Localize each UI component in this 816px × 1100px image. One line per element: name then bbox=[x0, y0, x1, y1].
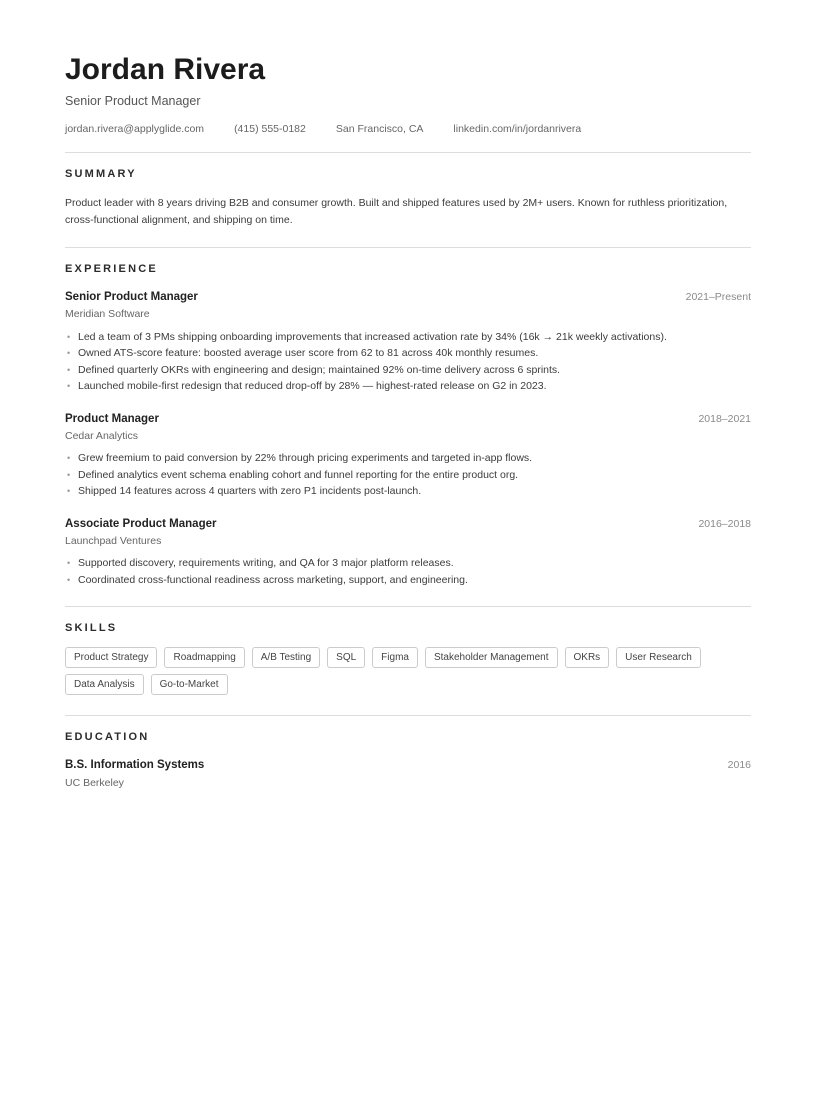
job-company: Launchpad Ventures bbox=[65, 534, 162, 547]
job-company: Cedar Analytics bbox=[65, 429, 138, 442]
job-bullet bbox=[65, 362, 751, 379]
bullet-dot-icon bbox=[65, 378, 78, 395]
bullet-dot-icon bbox=[65, 450, 78, 467]
skill-pill: User Research bbox=[616, 647, 701, 668]
skill-pill: A/B Testing bbox=[252, 647, 320, 668]
job-bullet bbox=[65, 329, 751, 346]
skill-pill: SQL bbox=[327, 647, 365, 668]
degree-title: B.S. Information Systems bbox=[65, 759, 205, 772]
contact-linkedin: linkedin.com/in/jordanrivera bbox=[453, 123, 582, 135]
job-bullet bbox=[65, 378, 751, 395]
job-bullet bbox=[65, 483, 751, 500]
bullet-text: Led a team of 3 PMs shipping onboarding improvements that increased activation rate by 34% (16k → 21k weekly activations). bbox=[78, 330, 667, 343]
summary-text: Product leader with 8 years driving B2B and consumer growth. Built and shipped features used by 2M+ users. Known for ruthless prioritization, cross-functional alignment, and shipping on time. bbox=[65, 196, 728, 226]
bullet-dot-icon bbox=[65, 483, 78, 500]
contact-phone: (415) 555-0182 bbox=[234, 123, 306, 135]
job-bullets bbox=[65, 450, 751, 500]
section-experience bbox=[65, 247, 751, 588]
job-bullets bbox=[65, 329, 751, 395]
section-summary bbox=[65, 152, 751, 229]
skill-pill: OKRs bbox=[565, 647, 610, 668]
bullet-dot-icon bbox=[65, 362, 78, 379]
job-title: Senior Product Manager bbox=[65, 291, 198, 304]
job-dates: 2021–Present bbox=[685, 291, 751, 304]
bullet-dot-icon bbox=[65, 329, 78, 346]
bullet-text: Defined analytics event schema enabling cohort and funnel reporting for the entire product org. bbox=[78, 468, 519, 481]
skills-list bbox=[65, 647, 751, 697]
contact-location: San Francisco, CA bbox=[335, 123, 424, 135]
section-skills bbox=[65, 606, 751, 697]
bullet-text: Coordinated cross-functional readiness across marketing, support, and engineering. bbox=[78, 573, 468, 586]
skill-pill: Go-to-Market bbox=[151, 674, 228, 695]
skill-pill: Figma bbox=[372, 647, 418, 668]
experience-entry bbox=[65, 412, 751, 500]
job-dates: 2018–2021 bbox=[698, 412, 751, 425]
job-bullet bbox=[65, 345, 751, 362]
bullet-dot-icon bbox=[65, 572, 78, 589]
job-title: Product Manager bbox=[65, 412, 159, 425]
job-bullet bbox=[65, 467, 751, 484]
summary-heading: SUMMARY bbox=[65, 167, 137, 180]
bullet-dot-icon bbox=[65, 345, 78, 362]
job-title: Associate Product Manager bbox=[65, 517, 217, 530]
contact-row bbox=[65, 123, 751, 137]
job-header bbox=[65, 290, 751, 304]
bullet-text: Shipped 14 features across 4 quarters with zero P1 incidents post-launch. bbox=[78, 485, 422, 498]
bullet-text: Owned ATS-score feature: boosted average user score from 62 to 81 across 40k monthly resumes. bbox=[78, 347, 539, 360]
bullet-text: Launched mobile-first redesign that reduced drop-off by 28% — highest-rated release on G2 in 2023. bbox=[78, 380, 547, 393]
job-bullet bbox=[65, 555, 751, 572]
skills-heading: SKILLS bbox=[65, 622, 118, 635]
education-entry bbox=[65, 758, 751, 790]
bullet-text: Supported discovery, requirements writing, and QA for 3 major platform releases. bbox=[78, 557, 454, 570]
education-heading: EDUCATION bbox=[65, 731, 150, 744]
skill-pill: Product Strategy bbox=[65, 647, 157, 668]
experience-entry bbox=[65, 290, 751, 395]
education-header bbox=[65, 758, 751, 772]
school-name: UC Berkeley bbox=[65, 776, 124, 789]
resume-header bbox=[65, 55, 751, 137]
job-bullet bbox=[65, 572, 751, 589]
education-dates: 2016 bbox=[727, 759, 751, 772]
skill-pill: Data Analysis bbox=[65, 674, 144, 695]
experience-entry bbox=[65, 517, 751, 589]
skill-pill: Stakeholder Management bbox=[425, 647, 558, 668]
job-bullet bbox=[65, 450, 751, 467]
job-header bbox=[65, 412, 751, 426]
job-company: Meridian Software bbox=[65, 308, 150, 321]
skill-pill: Roadmapping bbox=[164, 647, 244, 668]
experience-heading: EXPERIENCE bbox=[65, 262, 158, 275]
job-header bbox=[65, 517, 751, 531]
bullet-dot-icon bbox=[65, 555, 78, 572]
bullet-text: Grew freemium to paid conversion by 22% through pricing experiments and targeted in-app flows. bbox=[78, 452, 533, 465]
section-education bbox=[65, 715, 751, 790]
resume-page bbox=[65, 0, 751, 790]
job-dates: 2016–2018 bbox=[698, 517, 751, 530]
contact-email: jordan.rivera@applyglide.com bbox=[65, 123, 205, 135]
job-bullets bbox=[65, 555, 751, 588]
candidate-name: Jordan Rivera bbox=[65, 53, 266, 86]
bullet-dot-icon bbox=[65, 467, 78, 484]
bullet-text: Defined quarterly OKRs with engineering and design; maintained 92% on-time delivery across 6 sprints. bbox=[78, 363, 561, 376]
candidate-title: Senior Product Manager bbox=[65, 94, 201, 108]
